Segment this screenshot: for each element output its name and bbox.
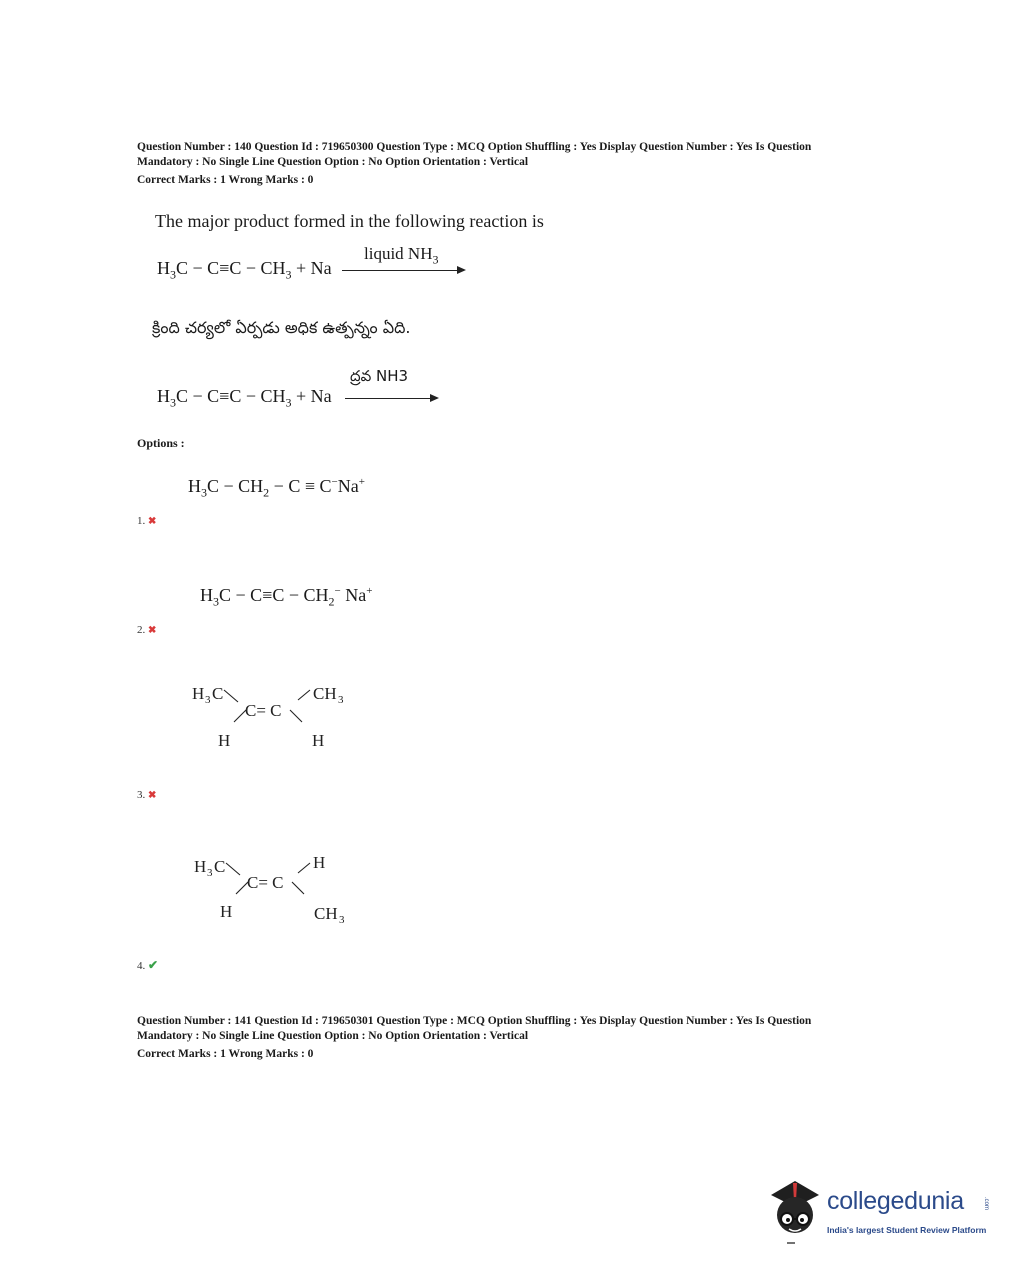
svg-text:CH: CH bbox=[313, 684, 337, 703]
svg-text:3: 3 bbox=[205, 694, 211, 706]
meta-line-1: Question Number : 140 Question Id : 719650300 Question Type : MCQ Option Shuffling : Yes Display Question Number : Yes Is Question bbox=[137, 141, 812, 153]
marks-line: Correct Marks : 1 Wrong Marks : 0 bbox=[137, 174, 314, 186]
svg-text:3: 3 bbox=[338, 694, 344, 706]
option-4-structure bbox=[180, 845, 380, 930]
option-number: 1. bbox=[137, 515, 146, 527]
reaction-formula-english: $H_3C - C\equiv C - CH_3 + Na$ bbox=[157, 258, 332, 282]
wrong-mark-icon: ✖ bbox=[148, 516, 157, 527]
wrong-mark-icon: ✖ bbox=[148, 790, 157, 801]
svg-text:C= C: C= C bbox=[245, 701, 282, 720]
question-meta-next bbox=[137, 1014, 917, 1062]
logo-tagline: India's largest Student Review Platform bbox=[827, 1225, 987, 1235]
svg-text:C= C: C= C bbox=[247, 873, 284, 892]
option-3[interactable] bbox=[137, 789, 156, 801]
svg-text:H: H bbox=[313, 853, 326, 872]
wrong-mark-icon: ✖ bbox=[148, 625, 157, 636]
option-3-structure bbox=[180, 672, 380, 757]
option-2[interactable] bbox=[137, 624, 156, 636]
option-1-structure: $H_3C - CH_2 - C \equiv C^-Na^+$ bbox=[188, 476, 365, 500]
svg-text:3: 3 bbox=[207, 867, 213, 879]
svg-text:3: 3 bbox=[339, 914, 345, 926]
reagent-label-english: liquid $NH_3$ bbox=[364, 244, 439, 267]
svg-text:C: C bbox=[214, 857, 226, 876]
collegedunia-logo[interactable] bbox=[765, 1177, 995, 1247]
logo-com: .com bbox=[983, 1197, 989, 1211]
svg-text:H: H bbox=[220, 902, 233, 921]
question-text-telugu: క్రింది చర్యలో ఏర్పడు అధిక ఉత్పన్నం ఏది. bbox=[152, 318, 411, 337]
reaction-arrow-telugu bbox=[345, 398, 437, 399]
meta-line-2: Mandatory : No Single Line Question Option : No Option Orientation : Vertical bbox=[137, 156, 529, 168]
svg-text:C: C bbox=[212, 684, 224, 703]
option-number: 4. bbox=[137, 960, 146, 972]
marks-line: Correct Marks : 1 Wrong Marks : 0 bbox=[137, 1048, 314, 1060]
svg-text:H: H bbox=[312, 731, 325, 750]
question-text-english: The major product formed in the following reaction is bbox=[155, 211, 544, 231]
option-number: 2. bbox=[137, 624, 146, 636]
reagent-label-telugu: ద్రవ NH3 bbox=[350, 367, 409, 385]
svg-text:H: H bbox=[192, 684, 205, 703]
option-4[interactable] bbox=[137, 958, 158, 973]
correct-mark-icon: ✔ bbox=[148, 958, 159, 972]
question-meta bbox=[137, 140, 917, 188]
option-number: 3. bbox=[137, 789, 146, 801]
student-mascot-icon bbox=[765, 1177, 825, 1247]
svg-text:H: H bbox=[194, 857, 207, 876]
meta-line-2: Mandatory : No Single Line Question Option : No Option Orientation : Vertical bbox=[137, 1030, 529, 1042]
option-1[interactable] bbox=[137, 515, 156, 527]
reaction-formula-telugu: $H_3C - C\equiv C - CH_3 + Na$ bbox=[157, 386, 332, 410]
reaction-arrow-english bbox=[342, 270, 464, 271]
svg-text:H: H bbox=[218, 731, 231, 750]
options-label: Options : bbox=[137, 436, 185, 450]
option-2-structure: $H_3C - C\equiv C - CH_2^-$ Na+ bbox=[200, 585, 373, 609]
meta-line-1: Question Number : 141 Question Id : 719650301 Question Type : MCQ Option Shuffling : Yes Display Question Number : Yes Is Question bbox=[137, 1015, 812, 1027]
svg-text:CH: CH bbox=[314, 904, 338, 923]
logo-name: collegedunia bbox=[827, 1187, 964, 1215]
